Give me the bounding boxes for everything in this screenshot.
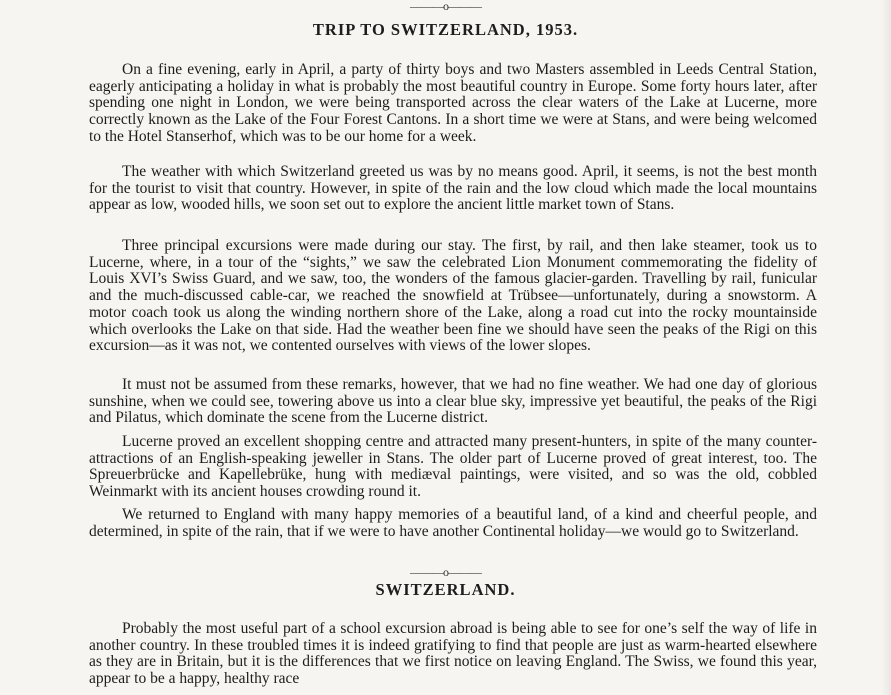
paragraph-3: Three principal excursions were made during our stay. The first, by rail, and then lake steamer, took us to Lucerne, where, in a tour of the “sights,” we saw the celebrated Lion Monument commemorating the fidelity of Louis XVI’s Swiss Guard, and we saw, too, the wonders of the famous glacier-garden. Travelling by rail, funicular and the much-discussed cable-car, we reached the snowfield at Trübsee—unfortunately, during a snowstorm. A motor coach took us along the winding northern shore of the Lake, along a road cut into the rocky mountainside which overlooks the Lake on that side. Had the weather been fine we should have seen the peaks of the Rigi on this excursion—as it was not, we contented ourselves with views of the lower slopes. bbox=[89, 237, 817, 355]
paragraph-7: Probably the most useful part of a school excursion abroad is being able to see for one’s self the way of life in another country. In these troubled times it is indeed gratifying to find that people are just as warm-hearted elsewhere as they are in Britain, but it is the differences that we first notice on leaving England. The Swiss, we found this year, appear to be a happy, healthy race bbox=[89, 620, 817, 688]
section-divider-top: ———o——— bbox=[410, 0, 481, 13]
article-title-switzerland: SWITZERLAND. bbox=[375, 580, 516, 599]
paragraph-4: It must not be assumed from these remarks, however, that we had no fine weather. We had one day of glorious sunshine, when we could see, towering above us into a clear blue sky, impressive yet beautiful, the peaks of the Rigi and Pilatus, which dominate the scene from the Lucerne district. bbox=[89, 376, 817, 427]
section-divider-middle: ———o——— bbox=[410, 565, 481, 579]
paragraph-6: We returned to England with many happy memories of a beautiful land, of a kind and cheerful people, and determined, in spite of the rain, that if we were to have another Continental holiday—we would go to Switzerland. bbox=[89, 506, 817, 540]
article-title-trip: TRIP TO SWITZERLAND, 1953. bbox=[312, 20, 579, 39]
paragraph-1: On a fine evening, early in April, a party of thirty boys and two Masters assembled in Leeds Central Station, eagerly anticipating a holiday in what is probably the most beautiful country in Europe. Some forty hours later, after spending one night in London, we were being transported across the clear waters of the Lake at Lucerne, more correctly known as the Lake of the Four Forest Cantons. In a short time we were at Stans, and were being welcomed to the Hotel Stanserhof, which was to be our home for a week. bbox=[89, 61, 817, 145]
paragraph-2: The weather with which Switzerland greeted us was by no means good. April, it seems, is not the best month for the tourist to visit that country. However, in spite of the rain and the low cloud which made the local mountains appear as low, wooded hills, we soon set out to explore the ancient little market town of Stans. bbox=[89, 163, 817, 214]
page-edge-shadow bbox=[881, 0, 891, 695]
paragraph-5: Lucerne proved an excellent shopping centre and attracted many present-hunters, in spite of the many counter-attractions of an English-speaking jeweller in Stans. The older part of Lucerne proved of great interest, too. The Spreuerbrücke and Kapellebrüke, hung with mediæval paintings, were visited, and so was the old, cobbled Weinmarkt with its ancient houses crowding round it. bbox=[89, 433, 817, 501]
